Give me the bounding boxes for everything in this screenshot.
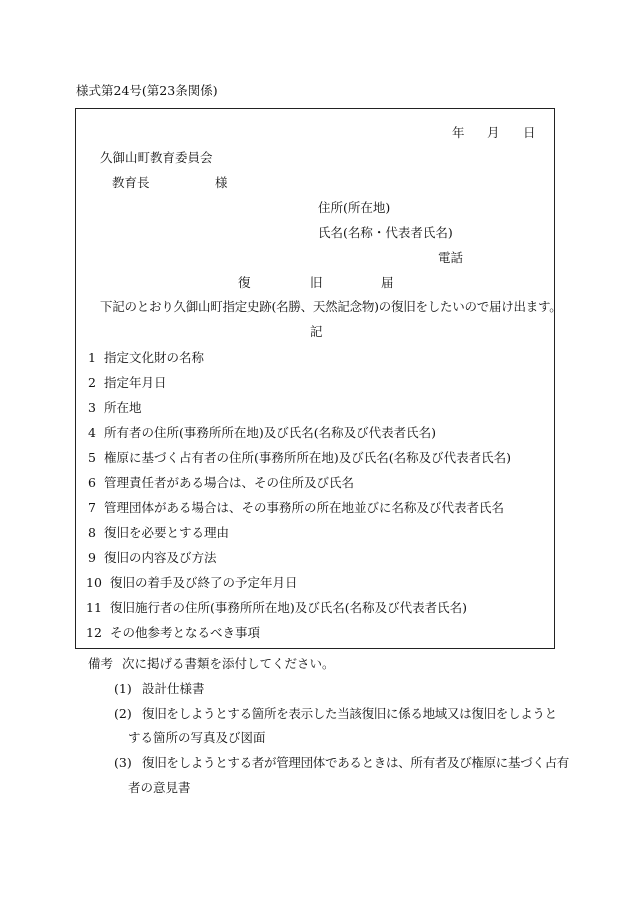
item-number: 8 [88,525,96,540]
doc-title-char-1: 復 [238,275,251,290]
item-number: 5 [88,450,96,465]
item-number: 7 [88,500,96,515]
name-label: 氏名(名称・代表者氏名) [318,225,453,240]
addressee-organization: 久御山町教育委員会 [100,150,213,165]
note-text-line: 者の意見書 [128,780,191,795]
body-text: 下記のとおり久御山町指定史跡(名勝、天然記念物)の復旧をしたいので届け出ます。 [100,299,562,314]
doc-title-char-3: 届 [381,275,394,290]
item-text: その他参考となるべき事項 [110,625,261,640]
addressee-honorific: 様 [215,175,228,190]
item-number: 4 [88,425,96,440]
address-label: 住所(所在地) [318,200,391,215]
item-number: 11 [86,600,102,615]
note-number: (2) [114,706,132,721]
note-text-line: 復旧をしようとする箇所を表示した当該復旧に係る地域又は復旧をしようと [142,706,557,721]
item-text: 復旧施行者の住所(事務所所在地)及び氏名(名称及び代表者氏名) [110,600,468,615]
note-text-line: 復旧をしようとする者が管理団体であるときは、所有者及び権原に基づく占有 [142,755,570,770]
item-number: 1 [88,350,96,365]
item-text: 所有者の住所(事務所所在地)及び氏名(名称及び代表者氏名) [104,425,437,440]
date-month-label: 月 [487,125,500,140]
date-year-label: 年 [452,125,465,140]
item-text: 管理団体がある場合は、その事務所の所在地並びに名称及び代表者氏名 [104,500,505,515]
item-text: 所在地 [104,400,142,415]
item-text: 復旧の着手及び終了の予定年月日 [110,575,298,590]
item-number: 3 [88,400,96,415]
item-number: 10 [86,575,102,590]
item-text: 権原に基づく占有者の住所(事務所所在地)及び氏名(名称及び代表者氏名) [104,450,512,465]
item-number: 6 [88,475,96,490]
date-day-label: 日 [523,125,536,140]
item-text: 復旧の内容及び方法 [104,550,217,565]
note-number: (3) [114,755,132,770]
phone-label: 電話 [438,250,464,265]
doc-title-char-2: 旧 [310,275,323,290]
item-number: 2 [88,375,96,390]
note-text-line: する箇所の写真及び図面 [128,730,266,745]
item-number: 12 [86,625,102,640]
note-text-line: 設計仕様書 [142,681,205,696]
form-number: 様式第24号(第23条関係) [76,83,218,98]
item-text: 管理責任者がある場合は、その住所及び氏名 [104,475,355,490]
ki-label: 記 [310,324,323,339]
remarks-label: 備考 [88,656,114,671]
item-number: 9 [88,550,96,565]
item-text: 復旧を必要とする理由 [104,525,230,540]
remarks-intro: 次に掲げる書類を添付してください。 [122,656,335,671]
item-text: 指定文化財の名称 [104,350,205,365]
item-text: 指定年月日 [104,375,167,390]
addressee-title: 教育長 [112,175,150,190]
note-number: (1) [114,681,132,696]
